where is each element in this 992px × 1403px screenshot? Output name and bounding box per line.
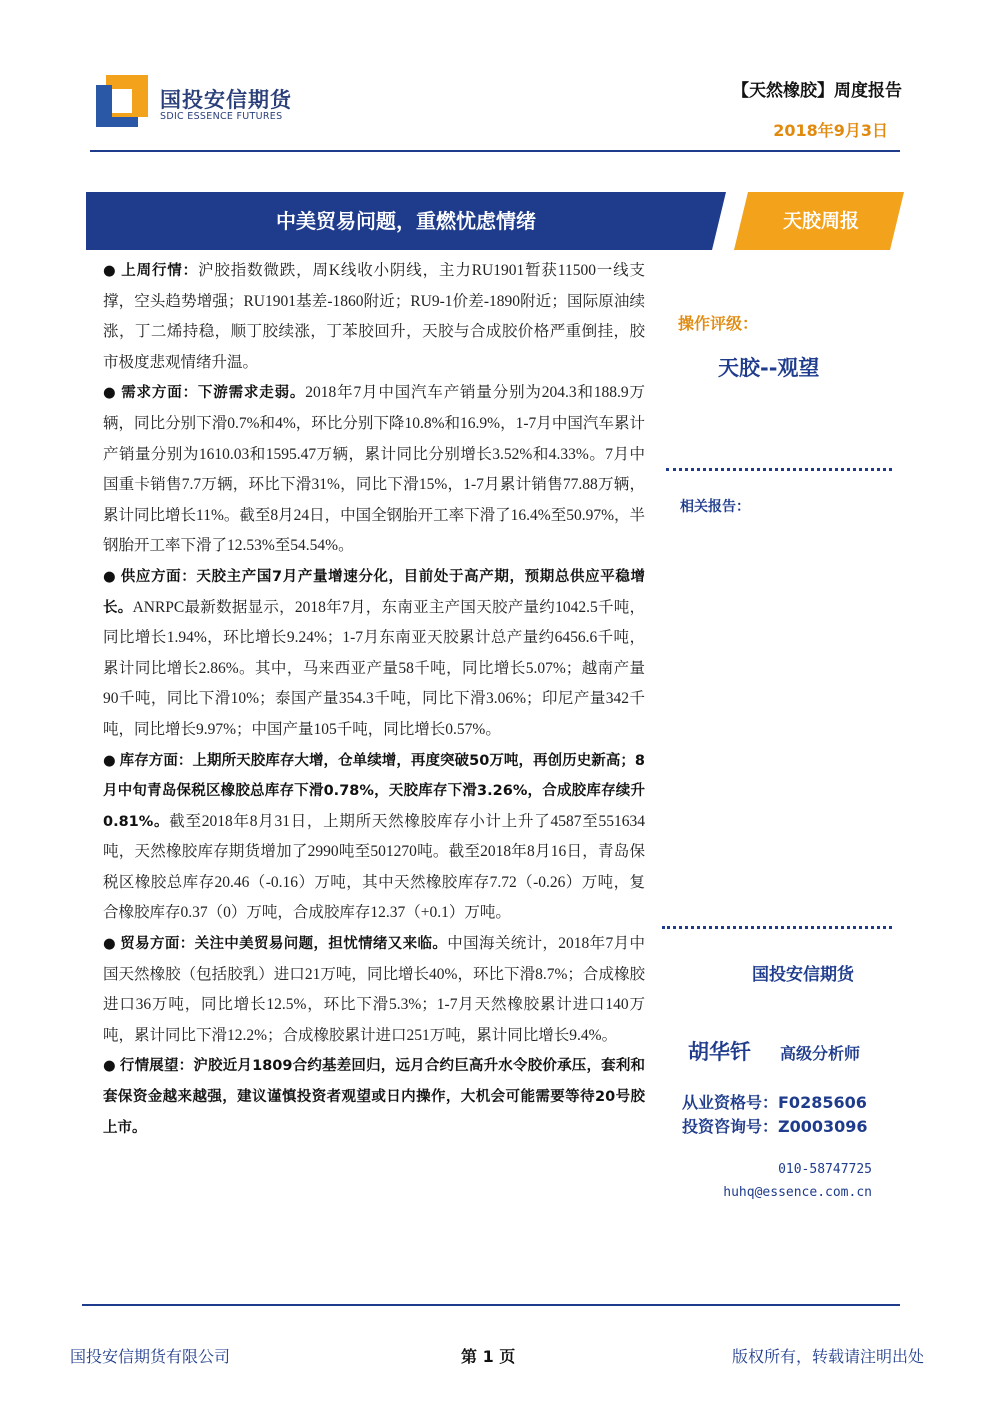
paragraph-market	[103, 256, 645, 378]
report-title: 中美贸易问题，重燃忧虑情绪	[276, 209, 536, 233]
qualification-number: 从业资格号：F0285606	[682, 1093, 867, 1112]
page-number: 第 1 页	[461, 1347, 516, 1366]
dotted-divider	[662, 926, 892, 929]
analyst-name: 胡华钎	[688, 1040, 751, 1064]
paragraph-text: 截至2018年8月31日，上期所天然橡胶库存小计上升了4587至551634吨，天然橡胶库存期货增加了2990吨至501270吨。截至2018年8月16日，青岛保税区橡胶总库存20.46（-0.16）万吨，其中天然橡胶库存7.72（-0.26）万吨，复合橡胶库存0.37（0）万吨，合成胶库存12.37（+0.1）万吨。	[103, 812, 645, 922]
footer-divider	[82, 1304, 900, 1306]
company-name: 国投安信期货	[752, 965, 854, 985]
paragraph-text: ANRPC最新数据显示，2018年7月，东南亚主产国天胶产量约1042.5千吨，同比增长1.94%，环比增长9.24%；1-7月东南亚天胶累计总产量约6456.6千吨，累计同比增长2.86%。其中，马来西亚产量58千吨，同比增长5.07%；越南产量90千吨，同比下滑10%；泰国产量354.3千吨，同比下滑3.06%；印尼产量342千吨，同比增长9.97%；中国产量105千吨，同比增长0.57%。	[103, 598, 646, 738]
rating-label: 操作评级：	[678, 314, 759, 333]
paragraph-lead: 贸易方面：关注中美贸易问题，担忧情绪又来临。	[120, 936, 448, 953]
paragraph-lead: 行情展望：沪胶近月1809合约基差回归，远月合约巨高升水令胶价承压，套利和套保资金越来越强，建议谨慎投资者观望或日内操作，大机会可能需要等待20号胶上市。	[103, 1058, 646, 1136]
bullet: ●	[103, 936, 117, 953]
rating-value: 天胶--观望	[718, 356, 820, 380]
bullet: ●	[103, 263, 117, 279]
paragraph-trade	[103, 929, 645, 1051]
company-logo-icon	[96, 75, 148, 127]
paragraph-inventory	[103, 746, 645, 930]
consulting-number: 投资咨询号：Z0003096	[682, 1117, 868, 1136]
footer-company: 国投安信期货有限公司	[70, 1347, 231, 1366]
report-type: 【天然橡胶】周度报告	[732, 81, 902, 101]
header-divider	[90, 150, 900, 152]
bullet: ●	[103, 752, 116, 769]
bullet: ●	[103, 1058, 116, 1075]
related-reports-label: 相关报告：	[680, 499, 750, 515]
paragraph-text: 中国海关统计，2018年7月中国天然橡胶（包括胶乳）进口21万吨，同比增长40%，环比下滑8.7%；合成橡胶进口36万吨，同比增长12.5%，环比下滑5.3%；1-7月天然橡胶累计进口140万吨，累计同比下滑12.2%；合成橡胶累计进口251万吨，累计同比增长9.4%。	[103, 935, 645, 1044]
bullet: ●	[103, 385, 117, 402]
paragraph-lead: 上周行情：	[121, 263, 199, 279]
paragraph-outlook	[103, 1051, 645, 1143]
paragraph-text: 沪胶指数微跌，周K线收小阴线，主力RU1901暂获11500一线支撑，空头趋势增强；RU1901基差-1860附近；RU9-1价差-1890附近；国际原油续涨，丁二烯持稳，顺丁胶续涨，丁苯胶回升，天胶与合成胶价格严重倒挂，胶市极度悲观情绪升温。	[103, 262, 646, 371]
paragraph-lead: 库存方面：上期所天胶库存大增，仓单续增，再度突破50万吨，再创历史新高；8月中旬青岛保税区橡胶总库存下滑0.78%，天胶库存下滑3.26%，合成胶库存续升0.81%。	[103, 752, 646, 830]
logo-chinese-name: 国投安信期货	[160, 88, 292, 112]
paragraph-text: 2018年7月中国汽车产销量分别为204.3和188.9万辆，同比分别下滑0.7%和4%，环比分别下降10.8%和16.9%，1-7月中国汽车累计产销量分别为1610.03和1595.47万辆，累计同比分别增长3.52%和4.33%。7月中国重卡销售7.7万辆，环比下滑31%，同比下滑15%，1-7月累计销售77.88万辆，累计同比增长11%。截至8月24日，中国全钢胎开工率下滑了16.4%至50.97%，半钢胎开工率下滑了12.53%至54.54%。	[103, 384, 645, 555]
footer-copyright: 版权所有，转载请注明出处	[731, 1347, 924, 1366]
paragraph-lead: 需求方面：下游需求走弱。	[121, 385, 306, 402]
paragraph-lead: 供应方面：天胶主产国7月产量增速分化，目前处于高产期，预期总供应平稳增长。	[103, 568, 645, 616]
analyst-title: 高级分析师	[780, 1044, 861, 1063]
dotted-divider	[666, 468, 892, 471]
report-tag: 天胶周报	[782, 210, 859, 232]
report-date: 2018年9月3日	[773, 121, 888, 140]
paragraph-demand	[103, 378, 645, 562]
phone-number: 010-58747725	[778, 1162, 872, 1177]
email-address: huhq@essence.com.cn	[723, 1185, 872, 1200]
report-body	[103, 256, 645, 1143]
paragraph-supply	[103, 562, 645, 746]
logo-english-name: SDIC ESSENCE FUTURES	[160, 111, 283, 122]
bullet: ●	[103, 568, 117, 585]
